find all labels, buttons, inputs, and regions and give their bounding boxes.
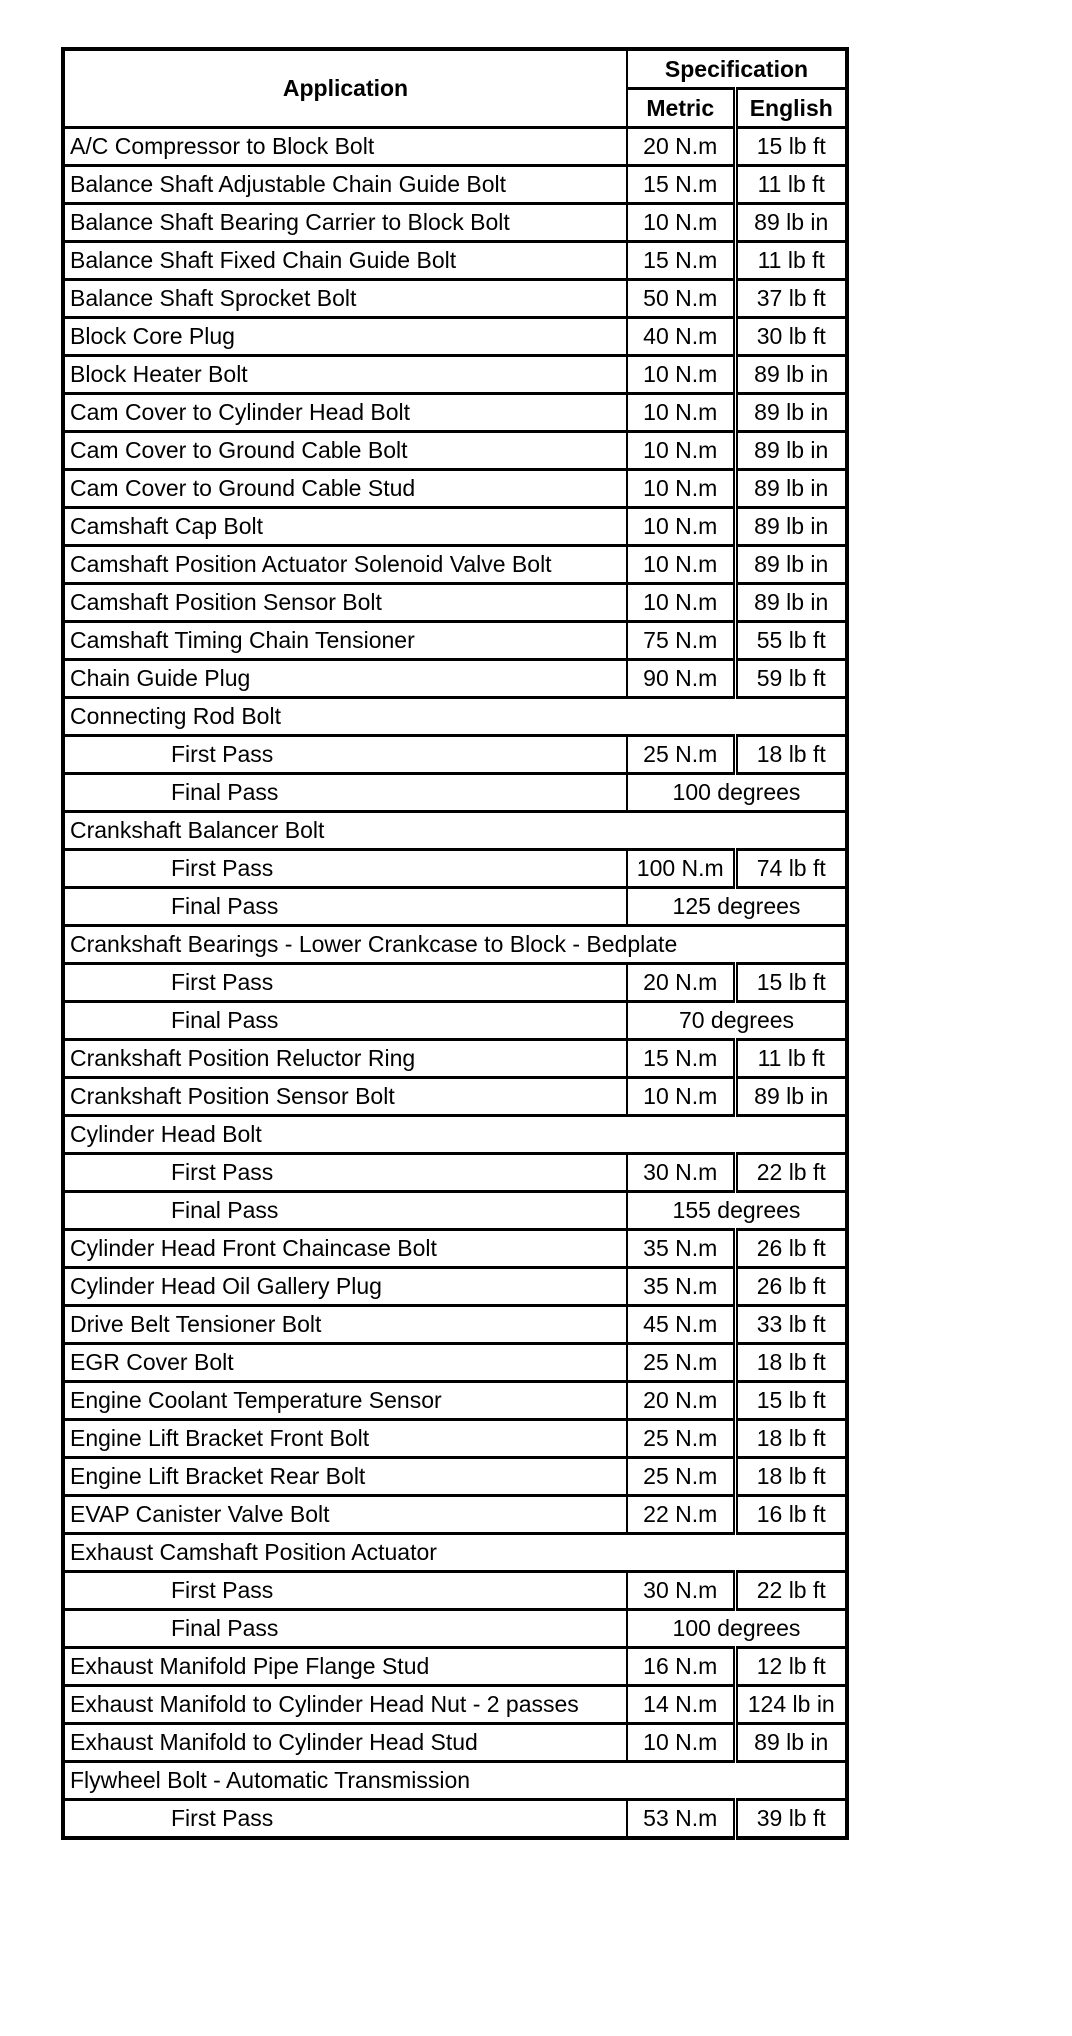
- table-row: [63, 850, 847, 888]
- table-row: [63, 1192, 847, 1230]
- table-row: [63, 698, 847, 736]
- header-row-top: [63, 49, 847, 89]
- table-row: [63, 1078, 847, 1116]
- pass-application-cell: First Pass: [63, 736, 627, 774]
- application-cell: Engine Coolant Temperature Sensor: [63, 1382, 627, 1420]
- application-cell: Balance Shaft Bearing Carrier to Block Bolt: [63, 204, 627, 242]
- metric-value-cell: 30 N.m: [627, 1572, 735, 1610]
- angle-spec-cell: 100 degrees: [627, 774, 847, 812]
- english-value-cell: 89 lb in: [735, 508, 847, 546]
- application-cell: Camshaft Position Actuator Solenoid Valve Bolt: [63, 546, 627, 584]
- metric-value-cell: 25 N.m: [627, 1344, 735, 1382]
- table-row: [63, 1154, 847, 1192]
- table-row: [63, 546, 847, 584]
- application-cell: Camshaft Cap Bolt: [63, 508, 627, 546]
- pass-application-cell: First Pass: [63, 850, 627, 888]
- table-row: [63, 356, 847, 394]
- table-body: [63, 128, 847, 1839]
- metric-value-cell: 10 N.m: [627, 394, 735, 432]
- metric-value-cell: 16 N.m: [627, 1648, 735, 1686]
- english-value-cell: 89 lb in: [735, 1078, 847, 1116]
- table-row: [63, 926, 847, 964]
- metric-value-cell: 30 N.m: [627, 1154, 735, 1192]
- metric-value-cell: 35 N.m: [627, 1230, 735, 1268]
- table-row: [63, 1648, 847, 1686]
- pass-application-cell: First Pass: [63, 1154, 627, 1192]
- table-row: [63, 1762, 847, 1800]
- metric-value-cell: 10 N.m: [627, 584, 735, 622]
- table-row: [63, 622, 847, 660]
- english-value-cell: 89 lb in: [735, 204, 847, 242]
- application-cell: Camshaft Position Sensor Bolt: [63, 584, 627, 622]
- table-row: [63, 1458, 847, 1496]
- application-cell: Chain Guide Plug: [63, 660, 627, 698]
- english-value-cell: 11 lb ft: [735, 1040, 847, 1078]
- application-cell: Exhaust Manifold to Cylinder Head Nut - 2 passes: [63, 1686, 627, 1724]
- table-row: [63, 1800, 847, 1839]
- table-row: [63, 1724, 847, 1762]
- group-application-cell: Cylinder Head Bolt: [63, 1116, 847, 1154]
- metric-header: Metric: [627, 89, 735, 128]
- table-header: [63, 49, 847, 128]
- table-row: [63, 584, 847, 622]
- english-value-cell: 11 lb ft: [735, 166, 847, 204]
- metric-value-cell: 25 N.m: [627, 736, 735, 774]
- metric-value-cell: 90 N.m: [627, 660, 735, 698]
- application-cell: Exhaust Manifold Pipe Flange Stud: [63, 1648, 627, 1686]
- pass-application-cell: First Pass: [63, 1572, 627, 1610]
- application-cell: A/C Compressor to Block Bolt: [63, 128, 627, 166]
- table-row: [63, 1116, 847, 1154]
- english-value-cell: 26 lb ft: [735, 1230, 847, 1268]
- table-row: [63, 128, 847, 166]
- table-row: [63, 508, 847, 546]
- english-value-cell: 55 lb ft: [735, 622, 847, 660]
- table-row: [63, 1496, 847, 1534]
- metric-value-cell: 25 N.m: [627, 1458, 735, 1496]
- table-row: [63, 1382, 847, 1420]
- english-value-cell: 15 lb ft: [735, 964, 847, 1002]
- english-value-cell: 89 lb in: [735, 546, 847, 584]
- angle-spec-cell: 155 degrees: [627, 1192, 847, 1230]
- english-value-cell: 89 lb in: [735, 394, 847, 432]
- metric-value-cell: 10 N.m: [627, 508, 735, 546]
- metric-value-cell: 20 N.m: [627, 128, 735, 166]
- english-value-cell: 26 lb ft: [735, 1268, 847, 1306]
- application-cell: EGR Cover Bolt: [63, 1344, 627, 1382]
- table-row: [63, 1002, 847, 1040]
- english-value-cell: 89 lb in: [735, 1724, 847, 1762]
- english-value-cell: 15 lb ft: [735, 128, 847, 166]
- english-value-cell: 37 lb ft: [735, 280, 847, 318]
- application-cell: Camshaft Timing Chain Tensioner: [63, 622, 627, 660]
- metric-value-cell: 15 N.m: [627, 1040, 735, 1078]
- metric-value-cell: 10 N.m: [627, 204, 735, 242]
- pass-application-cell: Final Pass: [63, 888, 627, 926]
- torque-spec-table: [61, 47, 849, 1840]
- application-cell: Cam Cover to Cylinder Head Bolt: [63, 394, 627, 432]
- table-row: [63, 660, 847, 698]
- application-cell: Cylinder Head Oil Gallery Plug: [63, 1268, 627, 1306]
- english-value-cell: 22 lb ft: [735, 1154, 847, 1192]
- english-value-cell: 89 lb in: [735, 432, 847, 470]
- metric-value-cell: 20 N.m: [627, 964, 735, 1002]
- application-cell: Cylinder Head Front Chaincase Bolt: [63, 1230, 627, 1268]
- table-row: [63, 1572, 847, 1610]
- application-cell: Balance Shaft Sprocket Bolt: [63, 280, 627, 318]
- application-cell: Cam Cover to Ground Cable Stud: [63, 470, 627, 508]
- metric-value-cell: 53 N.m: [627, 1800, 735, 1839]
- metric-value-cell: 20 N.m: [627, 1382, 735, 1420]
- table-row: [63, 432, 847, 470]
- group-application-cell: Crankshaft Balancer Bolt: [63, 812, 847, 850]
- metric-value-cell: 10 N.m: [627, 470, 735, 508]
- table-row: [63, 774, 847, 812]
- angle-spec-cell: 70 degrees: [627, 1002, 847, 1040]
- specification-header: Specification: [627, 49, 847, 89]
- table-row: [63, 166, 847, 204]
- application-cell: Block Core Plug: [63, 318, 627, 356]
- metric-value-cell: 10 N.m: [627, 1078, 735, 1116]
- english-value-cell: 12 lb ft: [735, 1648, 847, 1686]
- english-value-cell: 39 lb ft: [735, 1800, 847, 1839]
- metric-value-cell: 10 N.m: [627, 1724, 735, 1762]
- metric-value-cell: 50 N.m: [627, 280, 735, 318]
- pass-application-cell: First Pass: [63, 1800, 627, 1839]
- english-value-cell: 16 lb ft: [735, 1496, 847, 1534]
- english-header: English: [735, 89, 847, 128]
- table-row: [63, 1534, 847, 1572]
- metric-value-cell: 15 N.m: [627, 166, 735, 204]
- english-value-cell: 89 lb in: [735, 470, 847, 508]
- application-cell: Engine Lift Bracket Rear Bolt: [63, 1458, 627, 1496]
- application-cell: Engine Lift Bracket Front Bolt: [63, 1420, 627, 1458]
- application-cell: Block Heater Bolt: [63, 356, 627, 394]
- english-value-cell: 11 lb ft: [735, 242, 847, 280]
- table-row: [63, 204, 847, 242]
- pass-application-cell: Final Pass: [63, 1192, 627, 1230]
- group-application-cell: Flywheel Bolt - Automatic Transmission: [63, 1762, 847, 1800]
- pass-application-cell: Final Pass: [63, 1610, 627, 1648]
- table-row: [63, 1268, 847, 1306]
- table-row: [63, 1306, 847, 1344]
- table-row: [63, 394, 847, 432]
- english-value-cell: 22 lb ft: [735, 1572, 847, 1610]
- table-row: [63, 1610, 847, 1648]
- metric-value-cell: 15 N.m: [627, 242, 735, 280]
- table-row: [63, 736, 847, 774]
- metric-value-cell: 22 N.m: [627, 1496, 735, 1534]
- group-application-cell: Crankshaft Bearings - Lower Crankcase to Block - Bedplate: [63, 926, 847, 964]
- application-cell: EVAP Canister Valve Bolt: [63, 1496, 627, 1534]
- application-cell: Crankshaft Position Reluctor Ring: [63, 1040, 627, 1078]
- metric-value-cell: 100 N.m: [627, 850, 735, 888]
- metric-value-cell: 14 N.m: [627, 1686, 735, 1724]
- table-row: [63, 242, 847, 280]
- metric-value-cell: 10 N.m: [627, 356, 735, 394]
- metric-value-cell: 10 N.m: [627, 546, 735, 584]
- application-cell: Crankshaft Position Sensor Bolt: [63, 1078, 627, 1116]
- english-value-cell: 59 lb ft: [735, 660, 847, 698]
- table-row: [63, 812, 847, 850]
- english-value-cell: 15 lb ft: [735, 1382, 847, 1420]
- table-row: [63, 470, 847, 508]
- application-cell: Balance Shaft Fixed Chain Guide Bolt: [63, 242, 627, 280]
- table-row: [63, 888, 847, 926]
- english-value-cell: 18 lb ft: [735, 736, 847, 774]
- english-value-cell: 18 lb ft: [735, 1344, 847, 1382]
- pass-application-cell: Final Pass: [63, 1002, 627, 1040]
- metric-value-cell: 45 N.m: [627, 1306, 735, 1344]
- table-row: [63, 280, 847, 318]
- application-cell: Drive Belt Tensioner Bolt: [63, 1306, 627, 1344]
- table-row: [63, 1420, 847, 1458]
- application-header: Application: [63, 49, 627, 128]
- english-value-cell: 30 lb ft: [735, 318, 847, 356]
- angle-spec-cell: 100 degrees: [627, 1610, 847, 1648]
- english-value-cell: 89 lb in: [735, 584, 847, 622]
- group-application-cell: Exhaust Camshaft Position Actuator: [63, 1534, 847, 1572]
- table-row: [63, 1040, 847, 1078]
- metric-value-cell: 40 N.m: [627, 318, 735, 356]
- application-cell: Exhaust Manifold to Cylinder Head Stud: [63, 1724, 627, 1762]
- table-row: [63, 1230, 847, 1268]
- application-cell: Cam Cover to Ground Cable Bolt: [63, 432, 627, 470]
- metric-value-cell: 10 N.m: [627, 432, 735, 470]
- english-value-cell: 74 lb ft: [735, 850, 847, 888]
- metric-value-cell: 75 N.m: [627, 622, 735, 660]
- english-value-cell: 33 lb ft: [735, 1306, 847, 1344]
- pass-application-cell: First Pass: [63, 964, 627, 1002]
- angle-spec-cell: 125 degrees: [627, 888, 847, 926]
- group-application-cell: Connecting Rod Bolt: [63, 698, 847, 736]
- table-row: [63, 964, 847, 1002]
- english-value-cell: 18 lb ft: [735, 1420, 847, 1458]
- application-cell: Balance Shaft Adjustable Chain Guide Bolt: [63, 166, 627, 204]
- metric-value-cell: 35 N.m: [627, 1268, 735, 1306]
- table-row: [63, 1686, 847, 1724]
- table-row: [63, 318, 847, 356]
- table-row: [63, 1344, 847, 1382]
- pass-application-cell: Final Pass: [63, 774, 627, 812]
- english-value-cell: 124 lb in: [735, 1686, 847, 1724]
- english-value-cell: 18 lb ft: [735, 1458, 847, 1496]
- english-value-cell: 89 lb in: [735, 356, 847, 394]
- metric-value-cell: 25 N.m: [627, 1420, 735, 1458]
